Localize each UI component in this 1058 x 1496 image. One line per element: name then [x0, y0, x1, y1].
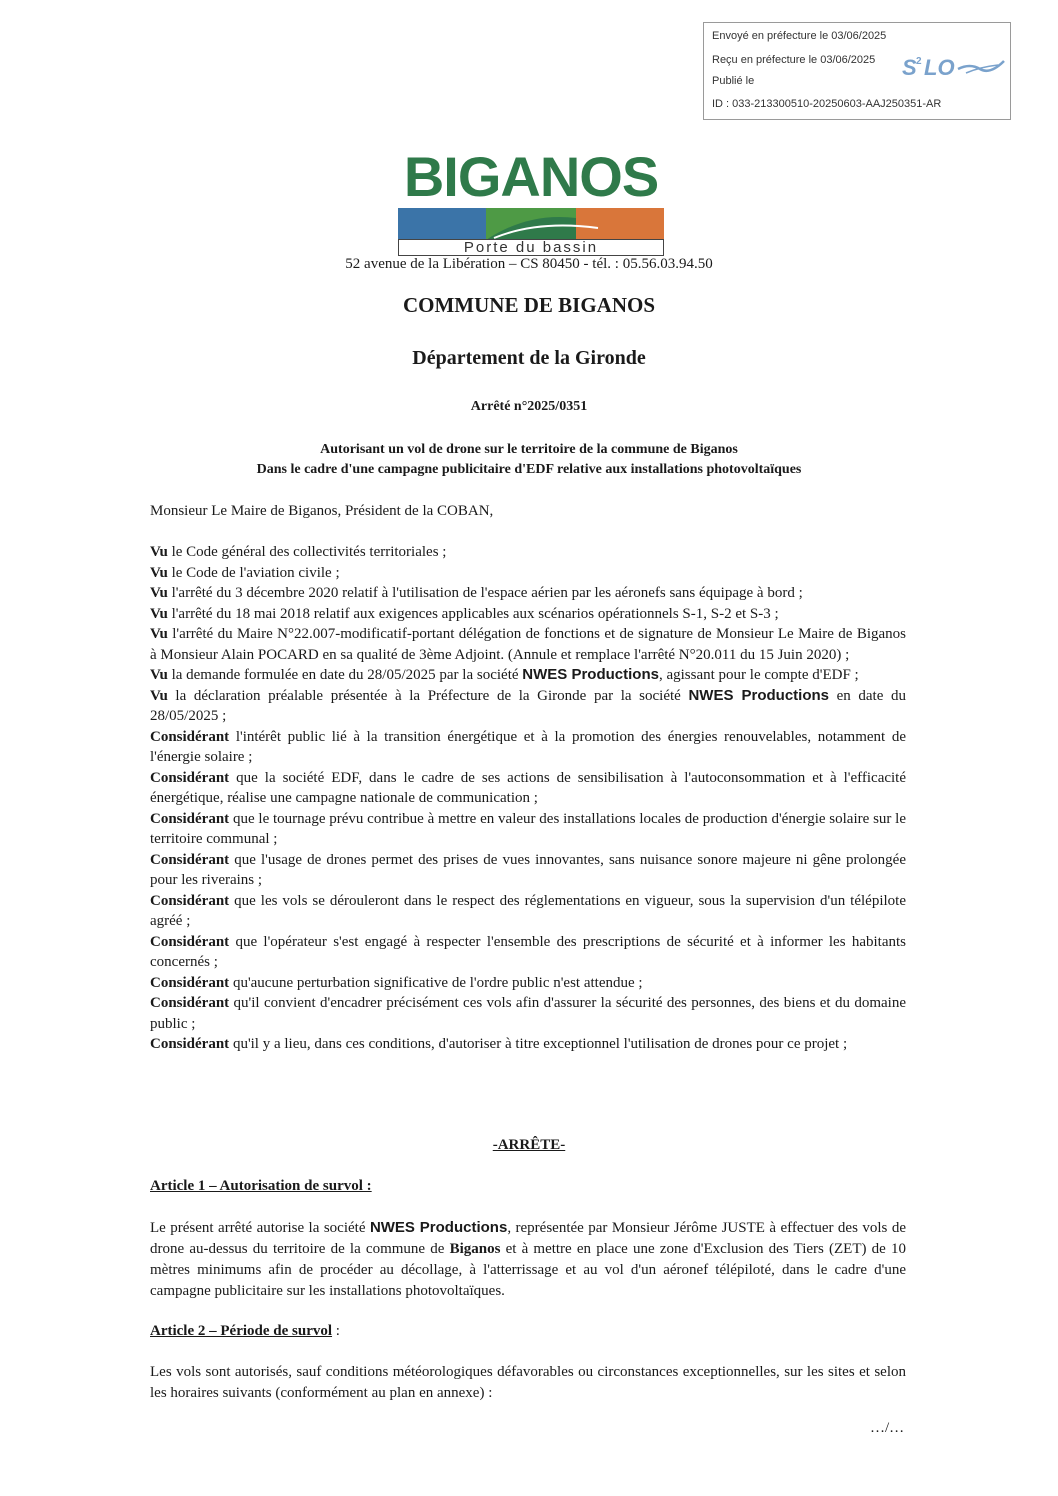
stamp-id: ID : 033-213300510-20250603-AAJ250351-AR — [712, 98, 942, 110]
considerant-item: Considérant que le tournage prévu contribue à mettre en valeur des installations locales de production d'énergie solaire sur le territoire communal ; — [150, 810, 906, 847]
stamp-published: Publié le — [712, 75, 755, 87]
address-line: 52 avenue de la Libération – CS 80450 - tél. : 05.56.03.94.50 — [345, 256, 713, 272]
logo-wordmark: BIGANOS — [403, 145, 659, 208]
arrete-subject — [0, 440, 1058, 480]
article-2-body: Les vols sont autorisés, sauf conditions météorologiques défavorables ou circonstances exceptionnelles, sur les sites et selon les horaires suivants (conformément au plan en annexe) : — [150, 1364, 906, 1401]
considerant-item: Considérant qu'il convient d'encadrer précisément ces vols afin d'assurer la sécurité des personnes, des biens et du domaine public ; — [150, 995, 906, 1032]
considerant-item: Considérant qu'aucune perturbation significative de l'ordre public n'est attendue ; — [150, 974, 643, 991]
logo-landscape-icon — [398, 208, 664, 240]
visa-item: Vu le Code de l'aviation civile ; — [150, 564, 340, 581]
visa-item: Vu la déclaration préalable présentée à la Préfecture de la Gironde par la société NWES Productions en date du 28/05/2025 ; — [150, 686, 907, 724]
commune-title: COMMUNE DE BIGANOS — [402, 293, 655, 317]
arrete-heading: -ARRÊTE- — [492, 1137, 566, 1153]
prefecture-stamp — [703, 22, 1011, 120]
subject-line-1: Autorisant un vol de drone sur le territoire de la commune de Biganos — [320, 442, 738, 457]
considerant-item: Considérant que l'opérateur s'est engagé à respecter l'ensemble des prescriptions de sécurité et à informer les habitants concernés ; — [150, 933, 906, 970]
article-1-body: Le présent arrêté autorise la société NWES Productions, représentée par Monsieur Jérôme JUSTE à effectuer des vols de drone au-dessus du territoire de la commune de Biganos et à mettre en place une zone d'Exclusion des Tiers (ZET) de 10 mètres minimums afin de procéder au décollage, à l'atterrissage et au vol d'un aéronef télépiloté, dans le cadre d'une campagne publicitaire sur les installations photovoltaïques. — [150, 1219, 906, 1299]
visas-list — [150, 542, 906, 1055]
svg-text:LO: LO — [924, 55, 955, 80]
considerant-item: Considérant que les vols se dérouleront dans le respect des réglementations en vigueur, sous la supervision d'un télépilote agréé ; — [150, 892, 906, 929]
biganos-logo — [398, 145, 664, 256]
considerant-item: Considérant que la société EDF, dans le cadre de ses actions de sensibilisation à l'autoconsommation et à l'efficacité énergétique, réalise une campagne nationale de communication ; — [150, 769, 906, 806]
visa-item: Vu l'arrêté du 18 mai 2018 relatif aux exigences applicables aux scénarios opérationnels S-1, S-2 et S-3 ; — [150, 605, 779, 622]
visa-item: Vu l'arrêté du 3 décembre 2020 relatif à l'utilisation de l'espace aérien par les aéronefs sans équipage à bord ; — [150, 585, 803, 601]
stamp-received: Reçu en préfecture le 03/06/2025 — [712, 54, 876, 66]
visa-item: Vu le Code général des collectivités territoriales ; — [150, 544, 447, 560]
continuation-mark: …/… — [870, 1420, 905, 1436]
considerant-item: Considérant qu'il y a lieu, dans ces conditions, d'autoriser à titre exceptionnel l'utilisation de drones pour ce projet ; — [150, 1036, 848, 1052]
departement-title: Département de la Gironde — [412, 347, 646, 369]
visa-item: Vu la demande formulée en date du 28/05/2025 par la société NWES Productions, agissant pour le compte d'EDF ; — [150, 666, 859, 683]
subject-line-2: Dans le cadre d'une campagne publicitaire d'EDF relative aux installations photovoltaïques — [256, 462, 802, 477]
considerant-item: Considérant que l'usage de drones permet des prises de vues innovantes, sans nuisance sonore majeure ni gêne prolongée pour les riverains ; — [150, 851, 906, 888]
logo-tagline: Porte du bassin — [398, 239, 664, 256]
arrete-number: Arrêté n°2025/0351 — [470, 399, 588, 414]
s2lo-logo-icon — [900, 53, 1006, 83]
svg-text:S: S — [902, 55, 917, 80]
considerant-item: Considérant l'intérêt public lié à la transition énergétique et à la promotion des énergies renouvelables, notamment de l'énergie solaire ; — [150, 728, 906, 765]
svg-text:2: 2 — [916, 56, 922, 67]
article-2-title: Article 2 – Période de survol : — [150, 1323, 340, 1339]
stamp-sent: Envoyé en préfecture le 03/06/2025 — [712, 30, 887, 42]
mayor-line: Monsieur Le Maire de Biganos, Président de la COBAN, — [150, 503, 494, 519]
article-1-title: Article 1 – Autorisation de survol : — [150, 1178, 372, 1194]
visa-item: Vu l'arrêté du Maire N°22.007-modificatif-portant délégation de fonctions et de signature de Monsieur Le Maire de Biganos à Monsieur Alain POCARD en sa qualité de 3ème Adjoint. (Annule et remplace l'arrêté N°20.011 du 15 Juin 2020) ; — [150, 626, 906, 663]
